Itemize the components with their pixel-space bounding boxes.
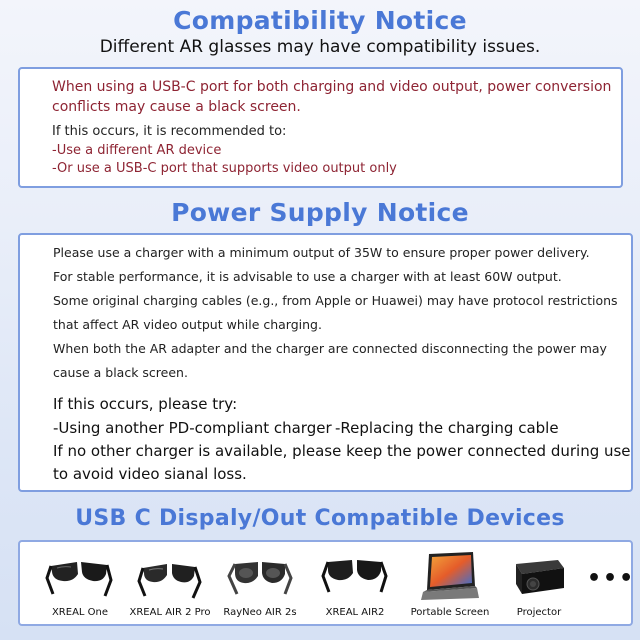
power-try-intro: If this occurs, please try:: [53, 395, 238, 413]
power-line-2: For stable performance, it is advisable to use a charger with at least 60W output.: [53, 269, 562, 284]
ar-glasses-icon: [225, 548, 295, 603]
power-warning-line-1: When both the AR adapter and the charger are connected disconnecting the power may: [53, 341, 607, 356]
portable-monitor-icon: [415, 548, 485, 603]
device-label: Projector: [516, 607, 562, 618]
compat-warning-line-2: conflicts may cause a black screen.: [52, 99, 301, 115]
power-final-line-2: to avoid video sianal loss.: [53, 465, 247, 483]
power-try-2: -Replacing the charging cable: [335, 419, 559, 437]
device-rayneo-air-2s: [215, 548, 305, 626]
compatibility-title: Compatibility Notice: [173, 6, 467, 35]
power-final-line-1: If no other charger is available, please keep the power connected during use: [53, 442, 631, 460]
power-warning-line-2: cause a black screen.: [53, 365, 188, 380]
device-label: XREAL AIR2: [325, 607, 385, 618]
compatibility-subtitle: Different AR glasses may have compatibility issues.: [99, 37, 541, 57]
device-xreal-air2: [310, 548, 400, 626]
compat-recommend-1: -Use a different AR device: [52, 143, 222, 158]
device-label: XREAL AIR 2 Pro: [129, 607, 211, 618]
device-label: RayNeo AIR 2s: [223, 607, 297, 618]
more-devices-indicator: •••: [587, 566, 636, 591]
compatibility-box: [18, 67, 623, 188]
compat-recommend-intro: If this occurs, it is recommended to:: [52, 124, 287, 139]
power-title: Power Supply Notice: [171, 198, 469, 227]
projector-icon: [504, 548, 574, 603]
devices-box: [18, 540, 636, 626]
device-projector: [494, 548, 584, 626]
power-line-1: Please use a charger with a minimum output of 35W to ensure proper power delivery.: [53, 245, 590, 260]
ar-glasses-icon: [135, 548, 205, 603]
power-try-1: -Using another PD-compliant charger: [53, 419, 332, 437]
device-label: XREAL One: [51, 607, 109, 618]
compat-warning-line-1: When using a USB-C port for both charging and video output, power conversion: [52, 79, 612, 95]
ar-glasses-icon: [320, 548, 390, 603]
power-box: [18, 233, 633, 492]
compat-recommend-2: -Or use a USB-C port that supports video output only: [52, 161, 397, 176]
power-line-4: that affect AR video output while charging.: [53, 317, 322, 332]
device-xreal-air-2-pro: [125, 548, 215, 626]
ar-glasses-icon: [45, 548, 115, 603]
device-label: Portable Screen: [410, 607, 490, 618]
device-portable-screen: [405, 548, 495, 626]
power-line-3: Some original charging cables (e.g., from Apple or Huawei) may have protocol restrictions: [53, 293, 618, 308]
devices-title: USB C Dispaly/Out Compatible Devices: [75, 506, 565, 531]
device-xreal-one: [35, 548, 125, 626]
